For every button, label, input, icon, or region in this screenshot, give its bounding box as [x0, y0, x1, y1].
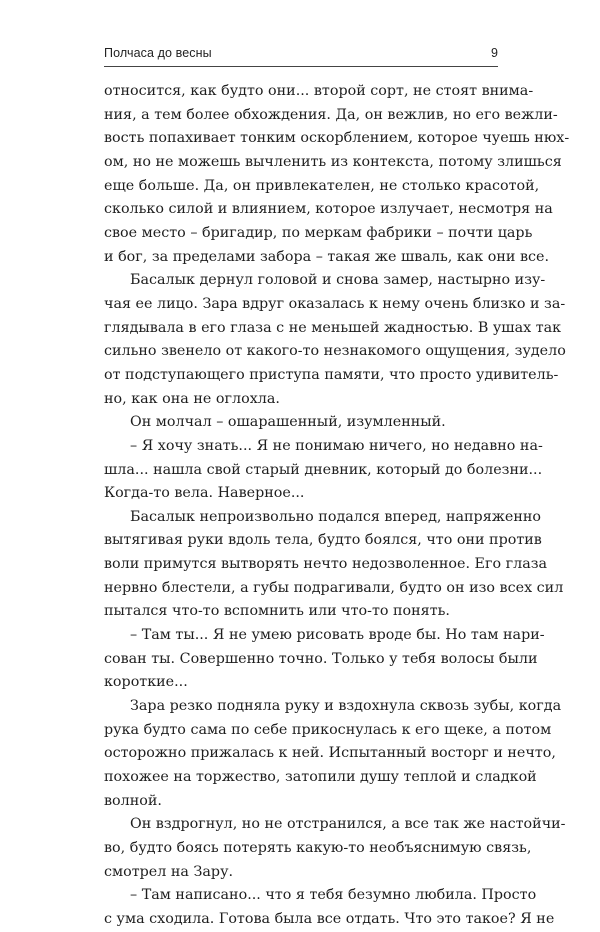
text-line: сильно звенело от какого-то незнакомого ощущения, зудело: [104, 343, 566, 360]
text-line: сколько силой и влиянием, которое излучает, несмотря на: [104, 201, 553, 218]
text-line: короткие...: [104, 674, 188, 691]
text-line: осторожно прижалась к ней. Испытанный восторг и нечто,: [104, 745, 556, 762]
header-rule: [104, 66, 498, 67]
page-number: 9: [490, 46, 498, 60]
text-line: Зара резко подняла руку и вздохнула сквозь зубы, когда: [130, 698, 562, 715]
text-line: Он вздрогнул, но не отстранился, а все так же настойчи-: [130, 816, 566, 833]
text-line: ния, а тем более обхождения. Да, он вежлив, но его вежли-: [104, 106, 558, 123]
text-line: ом, но не можешь вычленить из контекста, потому злишься: [104, 153, 562, 170]
text-line: от подступающего приступа памяти, что просто удивитель-: [104, 366, 559, 383]
text-line: волной.: [104, 792, 162, 809]
text-line: воли примутся вытворять нечто недозволенное. Его глаза: [104, 556, 548, 573]
body-text: [104, 80, 570, 932]
text-line: во, будто боясь потерять какую-то необъяснимую связь,: [104, 840, 532, 856]
text-line: смотрел на Зару.: [104, 863, 234, 880]
text-line: с ума сходила. Готова была все отдать. Что это такое? Я не: [104, 910, 555, 927]
text-line: похожее на торжество, затопили душу теплой и сладкой: [104, 769, 537, 786]
text-line: – Там написано... что я тебя безумно любила. Просто: [130, 887, 537, 904]
text-line: и бог, за пределами забора – такая же шваль, как они все.: [104, 248, 550, 265]
text-line: Когда-то вела. Наверное...: [104, 485, 305, 502]
text-line: Басалык дернул головой и снова замер, настырно изу-: [130, 272, 546, 289]
running-header: [104, 46, 498, 64]
text-line: еще больше. Да, он привлекателен, не столько красотой,: [104, 177, 540, 194]
text-line: шла... нашла свой старый дневник, который до болезни...: [104, 461, 543, 478]
text-line: но, как она не оглохла.: [104, 390, 280, 407]
text-line: чая ее лицо. Зара вдруг оказалась к нему очень близко и за-: [104, 295, 566, 312]
text-line: нервно блестели, а губы подрагивали, будто он изо всех сил: [104, 579, 564, 596]
text-line: сован ты. Совершенно точно. Только у тебя волосы были: [104, 650, 538, 667]
text-line: – Там ты... Я не умею рисовать вроде бы. Но там нари-: [130, 627, 545, 644]
text-line: глядывала в его глаза с не меньшей жадностью. В ушах так: [104, 319, 562, 336]
text-line: свое место – бригадир, по меркам фабрики – почти царь: [104, 224, 533, 241]
text-line: пытался что-то вспомнить или что-то понять.: [104, 603, 450, 620]
text-line: – Я хочу знать... Я не понимаю ничего, но недавно на-: [130, 437, 543, 454]
text-line: Басалык непроизвольно подался вперед, напряженно: [130, 508, 542, 525]
book-title: Полчаса до весны: [104, 46, 212, 60]
text-line: Он молчал – ошарашенный, изумленный.: [130, 414, 446, 431]
text-line: рука будто сама по себе прикоснулась к его щеке, а потом: [104, 721, 552, 738]
text-line: вость попахивает тонким оскорблением, которое чуешь нюх-: [104, 130, 570, 147]
text-line: относится, как будто они... второй сорт, не стоят внима-: [104, 83, 534, 99]
text-line: вытягивая руки вдоль тела, будто боялся, что они против: [104, 532, 542, 549]
